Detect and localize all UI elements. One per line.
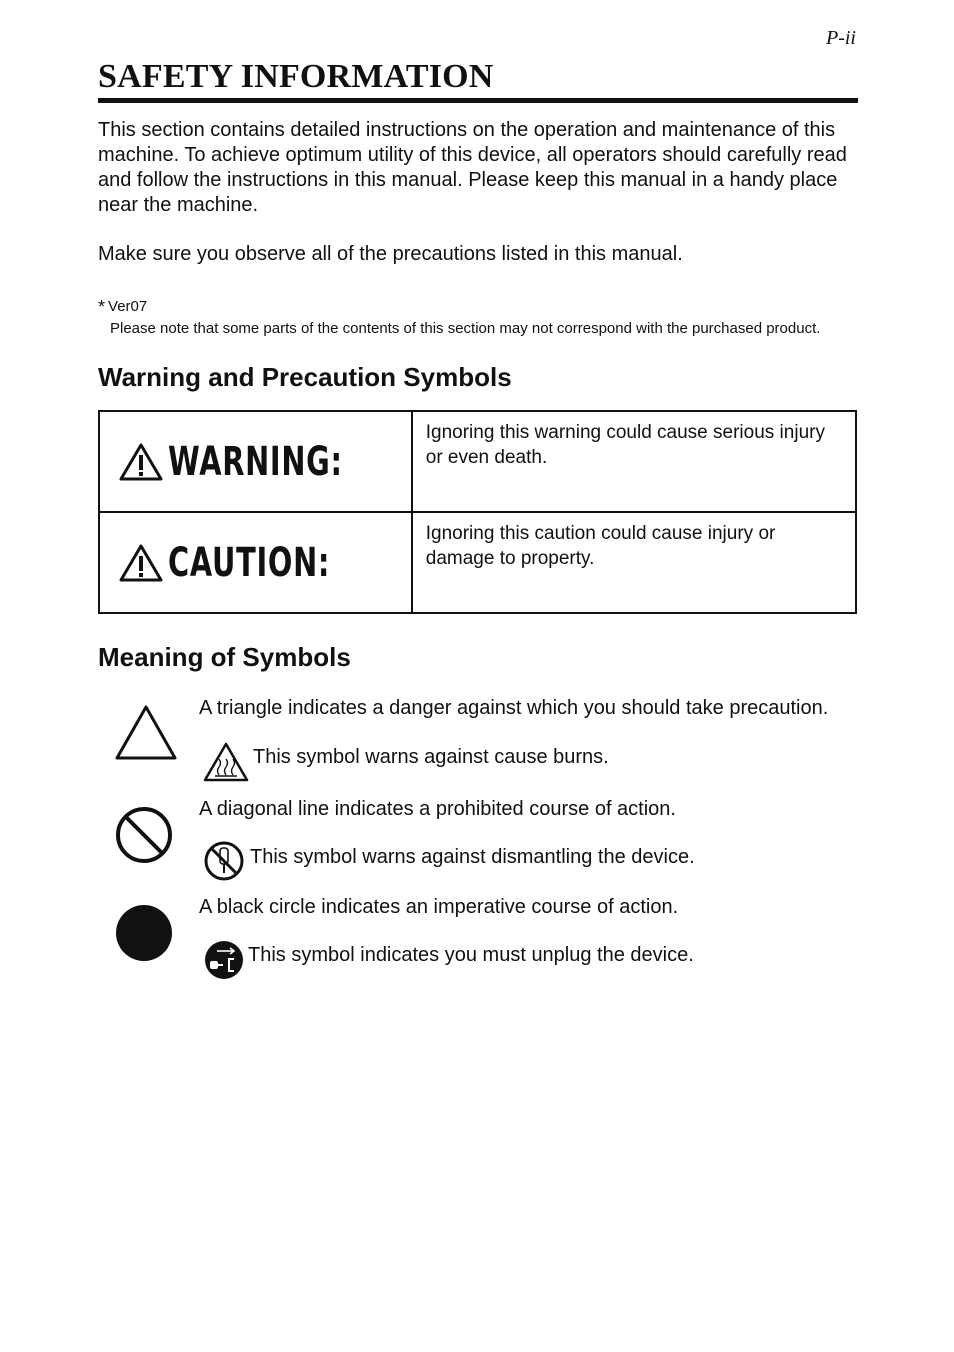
- meaning-prohibited-text: A diagonal line indicates a prohibited course of action.: [199, 798, 676, 820]
- page-title: SAFETY INFORMATION: [98, 58, 858, 103]
- unplug-icon: [203, 939, 245, 981]
- hot-surface-icon: [202, 741, 250, 783]
- meaning-black-circle-text: A black circle indicates an imperative course of action.: [199, 896, 679, 918]
- page-number: P-ii: [826, 27, 856, 49]
- no-disassembly-text: This symbol warns against dismantling the device.: [250, 846, 695, 868]
- warning-description: Ignoring this warning could cause serious injury or even death.: [412, 411, 856, 512]
- meaning-triangle-text: A triangle indicates a danger against which you should take precaution.: [199, 697, 829, 719]
- note-marker: *: [98, 297, 106, 317]
- caution-triangle-icon: [118, 543, 164, 583]
- intro-paragraph: This section contains detailed instructions on the operation and maintenance of this machine. To achieve optimum utility of this device, all operators should carefully read and follow the instructions in this manual. Please keep this manual in a handy place near the machine.: [98, 119, 847, 216]
- warning-label-cell: [99, 411, 412, 512]
- unplug-text: This symbol indicates you must unplug the device.: [248, 944, 694, 966]
- triangle-icon: [114, 703, 178, 761]
- caution-label: CAUTION:: [168, 539, 331, 586]
- meaning-section-heading: Meaning of Symbols: [98, 642, 351, 672]
- prohibited-icon: [114, 805, 174, 865]
- warning-triangle-icon: [118, 442, 164, 482]
- black-circle-icon: [114, 903, 174, 963]
- hot-surface-text: This symbol warns against cause burns.: [253, 746, 609, 768]
- table-row: [99, 411, 856, 512]
- warning-symbols-table: [98, 410, 857, 614]
- caution-label-cell: [99, 512, 412, 613]
- note-version: Ver07: [108, 298, 148, 315]
- warning-section-heading: Warning and Precaution Symbols: [98, 362, 512, 392]
- caution-description: Ignoring this caution could cause injury or damage to property.: [412, 512, 856, 613]
- no-disassembly-icon: [203, 840, 245, 882]
- table-row: [99, 512, 856, 613]
- warning-label: WARNING:: [168, 438, 343, 485]
- note-text: Please note that some parts of the contents of this section may not correspond with the purchased product.: [110, 320, 821, 337]
- observe-text: Make sure you observe all of the precautions listed in this manual.: [98, 243, 683, 265]
- note-header: [98, 295, 147, 316]
